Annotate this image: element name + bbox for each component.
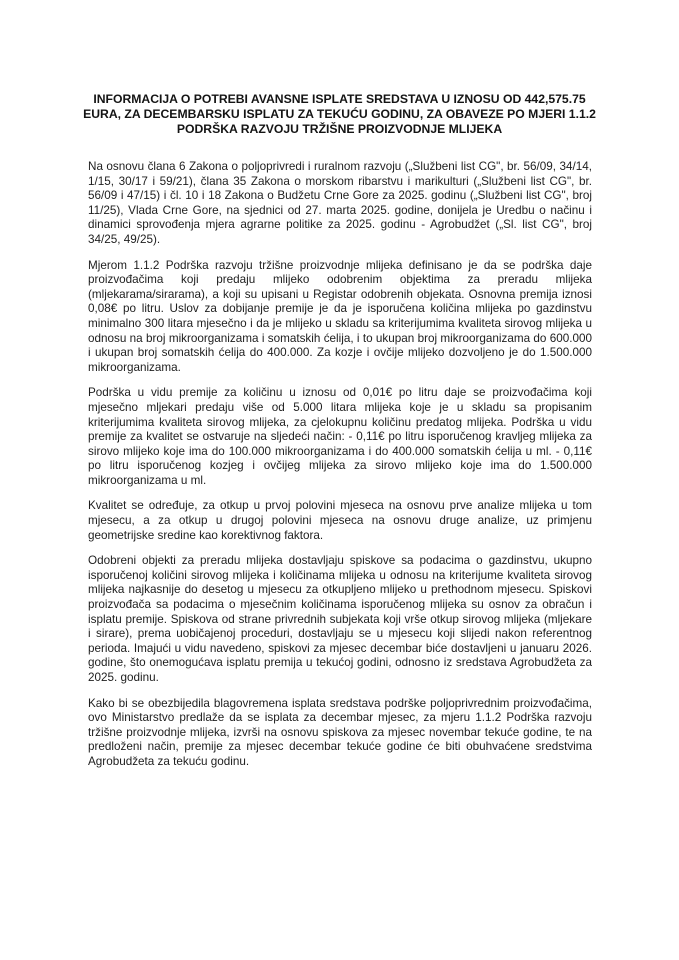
paragraph-quantity-quality-premium: Podrška u vidu premije za količinu u iznosu od 0,01€ po litru daje se proizvođačima koji mjesečno mljekari predaju više od 5.000 litara mlijeka koje je u skladu sa propisanim kriterijumima kvaliteta sirovog mlijeka, za cjelokupnu količinu predatog mlijeka. Podrška u vidu premije za kvalitet se ostvaruje na sljedeći način: - 0,11€ po litru isporučenog kravljeg mlijeka za sirovo mlijeko koje ima do 100.000 mikroorganizama i do 400.000 somatskih ćelija u ml. - 0,11€ po litru isporučenog kozjeg i ovčijeg mlijeka za sirovo mlijeko koje ima do 1.500.000 mikroorganizama u ml. xyxy=(88,386,592,487)
document-title: INFORMACIJA O POTREBI AVANSNE ISPLATE SREDSTAVA U IZNOSU OD 442,575.75 EURA, ZA DECEMBARSKU ISPLATU ZA TEKUĆU GODINU, ZA OBAVEZE PO MJERI 1.1.2 PODRŠKA RAZVOJU TRŽIŠNE PROIZVODNJE MLIJEKA xyxy=(83,92,596,136)
paragraph-proposal: Kako bi se obezbijedila blagovremena isplata sredstava podrške poljoprivrednim proizvođačima, ovo Ministarstvo predlaže da se isplata za decembar mjesec, za mjeru 1.1.2 Podrška razvoju tržišne proizvodnje mlijeka, izvrši na osnovu spiskova za mjesec novembar tekuće godine, te na predloženi način, premije za mjesec decembar tekuće godine će biti obuhvaćene sredstvima Agrobudžeta za tekuću godinu. xyxy=(88,696,592,768)
paragraph-quality-determination: Kvalitet se određuje, za otkup u prvoj polovini mjeseca na osnovu prve analize mlijeka u tom mjesecu, a za otkup u drugoj polovini mjeseca na osnovu druge analize, uz primjenu geometrijske sredine kao korektivnog faktora. xyxy=(88,499,592,542)
paragraph-legal-basis: Na osnovu člana 6 Zakona o poljoprivredi i ruralnom razvoju („Službeni list CG", br. 56/09, 34/14, 1/15, 30/17 i 59/21), člana 35 Zakona o morskom ribarstvu i marikulturi („Službeni list CG", br. 56/09 i 47/15) i čl. 10 i 18 Zakona o Budžetu Crne Gore za 2025. godinu („Službeni list CG", broj 11/25), Vlada Crne Gore, na sjednici od 27. marta 2025. godine, donijela je Uredbu o načinu i dinamici sprovođenja mjera agrarne politike za 2025. godinu - Agrobudžet („Sl. list CG", broj 34/25, 49/25). xyxy=(88,160,592,246)
paragraph-measure-definition: Mjerom 1.1.2 Podrška razvoju tržišne proizvodnje mlijeka definisano je da se podrška daje proizvođačima koji predaju mlijeko odobrenim objektima za preradu mlijeka (mljekarama/sirarama), a koji su upisani u Registar odobrenih objekata. Osnovna premija iznosi 0,08€ po litru. Uslov za dobijanje premije je da je isporučena količina mlijeka po gazdinstvu minimalno 300 litara mjesečno i da je mlijeko u skladu sa kriterijumima kvaliteta sirovog mlijeka u odnosu na broj mikroorganizama i somatskih ćelija, i to ukupan broj mikroorganizama do 600.000 i ukupan broj somatskih ćelija do 400.000. Za kozje i ovčije mlijeko dozvoljeno je do 1.500.000 mikroorganizama. xyxy=(88,258,592,374)
paragraph-reporting-lists: Odobreni objekti za preradu mlijeka dostavljaju spiskove sa podacima o gazdinstvu, ukupno isporučenoj količini sirovog mlijeka i količinama mlijeka u odnosu na kriterijume kvaliteta sirovog mlijeka najkasnije do desetog u mjesecu za otkupljeno mlijeko u prethodnom mjesecu. Spiskovi proizvođača sa podacima o mjesečnim količinama isporučenog mlijeka su osnov za obračun i isplatu premije. Spiskova od strane privrednih subjekata koji vrše otkup sirovog mlijeka (mljekare i sirare), prema uobičajenoj proceduri, dostavljaju se u mjesecu koji slijedi nakon referentnog perioda. Imajući u vidu navedeno, spiskovi za mjesec decembar biće dostavljeni u januaru 2026. godine, što onemogućava isplatu premija u tekućoj godini, odnosno iz sredstava Agrobudžeta za 2025. godinu. xyxy=(88,554,592,684)
document-body xyxy=(88,160,592,781)
